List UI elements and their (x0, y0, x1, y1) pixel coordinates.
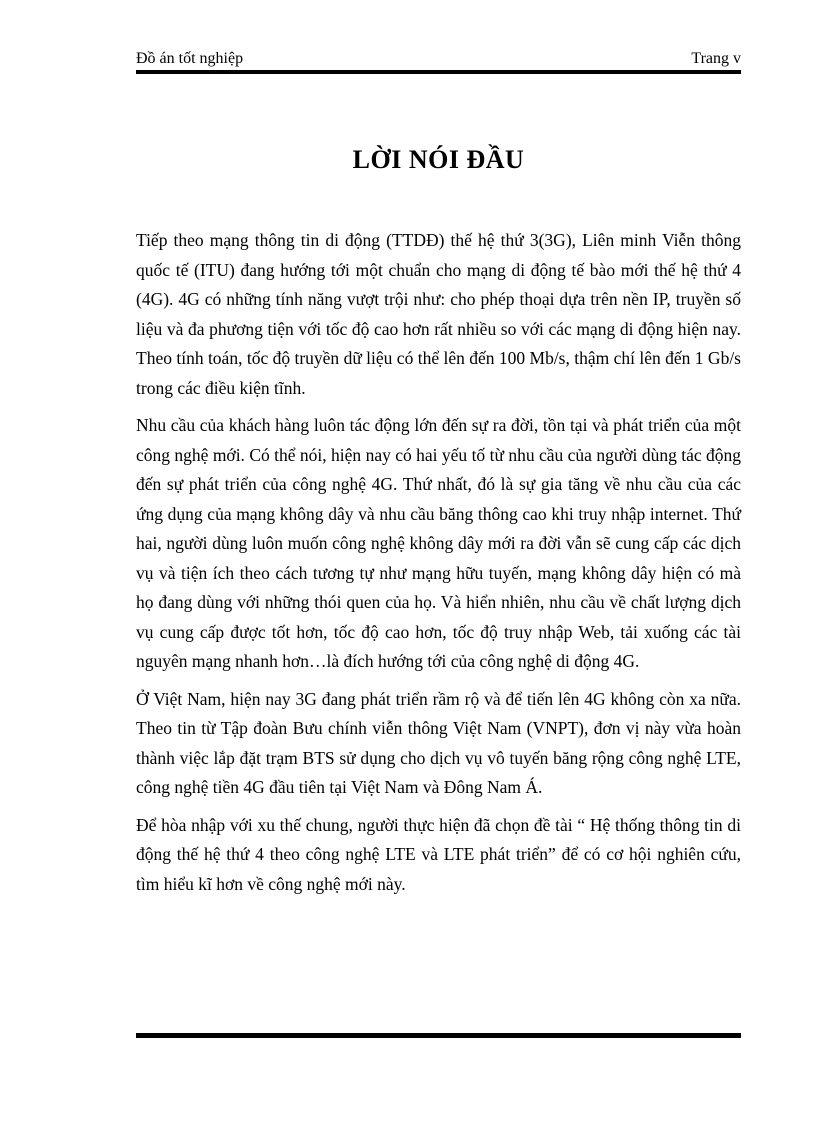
header-divider (136, 70, 741, 74)
page-title: LỜI NÓI ĐẦU (352, 145, 525, 174)
body-text (136, 226, 741, 907)
page-header (136, 48, 741, 70)
paragraph-4: Để hòa nhập với xu thế chung, người thực hiện đã chọn đề tài “ Hệ thống thông tin di động thế hệ thứ 4 theo công nghệ LTE và LTE phát triển” để có cơ hội nghiên cứu, tìm hiểu kĩ hơn về công nghệ mới này. (136, 814, 741, 894)
footer-divider (136, 1033, 741, 1038)
paragraph-2: Nhu cầu của khách hàng luôn tác động lớn đến sự ra đời, tồn tại và phát triển của một công nghệ mới. Có thể nói, hiện nay có hai yếu tố từ nhu cầu của người dùng tác động đến sự phát triển của công nghệ 4G. Thứ nhất, đó là sự gia tăng về nhu cầu của các ứng dụng của mạng không dây và nhu cầu băng thông cao khi truy nhập internet. Thứ hai, người dùng luôn muốn công nghệ không dây mới ra đời vẫn sẽ cung cấp các dịch vụ và tiện ích theo cách tương tự như mạng hữu tuyến, mạng không dây hiện có mà họ đang dùng với những thói quen của họ. Và hiển nhiên, nhu cầu về chất lượng dịch vụ cung cấp được tốt hơn, tốc độ cao hơn, tốc độ truy nhập Web, tải xuống các tài nguyên mạng nhanh hơn…là đích hướng tới của công nghệ di động 4G. (136, 415, 741, 671)
paragraph-3: Ở Việt Nam, hiện nay 3G đang phát triển rầm rộ và để tiến lên 4G không còn xa nữa. Theo tin từ Tập đoàn Bưu chính viễn thông Việt Nam (VNPT), đơn vị này vừa hoàn thành việc lắp đặt trạm BTS sử dụng cho dịch vụ vô tuyến băng rộng công nghệ LTE, công nghệ tiền 4G đầu tiên tại Việt Nam và Đông Nam Á. (136, 688, 741, 797)
paragraph-1: Tiếp theo mạng thông tin di động (TTDĐ) thế hệ thứ 3(3G), Liên minh Viễn thông quốc tế (ITU) đang hướng tới một chuẩn cho mạng di động tế bào mới thế hệ thứ 4 (4G). 4G có những tính năng vượt trội như: cho phép thoại dựa trên nền IP, truyền số liệu và đa phương tiện với tốc độ cao hơn rất nhiều so với các mạng di động hiện nay. Theo tính toán, tốc độ truyền dữ liệu có thể lên đến 100 Mb/s, thậm chí lên đến 1 Gb/s trong các điều kiện tĩnh. (136, 230, 741, 398)
header-document-type: Đồ án tốt nghiệp (136, 50, 244, 67)
header-page-number: Trang v (691, 50, 741, 67)
